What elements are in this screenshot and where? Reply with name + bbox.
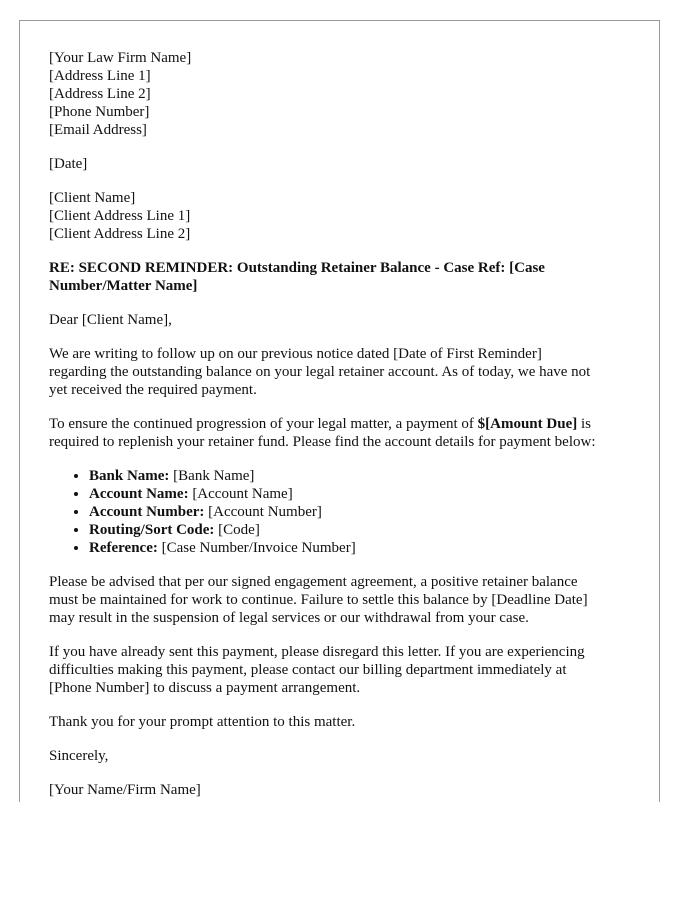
signature-text: [Your Name/Firm Name] — [49, 782, 201, 798]
sender-block — [49, 49, 649, 139]
date-block — [49, 155, 649, 173]
subject-line — [49, 259, 649, 295]
paragraph-follow-up — [49, 345, 649, 399]
paragraph-2-line-1-after: is — [577, 416, 591, 432]
bank-name-value: [Bank Name] — [169, 468, 255, 484]
paragraph-3-line-1: Please be advised that per our signed engagement agreement, a positive retainer balance — [49, 574, 578, 590]
sender-address-line-2: [Address Line 2] — [49, 86, 151, 102]
paragraph-4-line-3: [Phone Number] to discuss a payment arrangement. — [49, 680, 361, 696]
paragraph-5-text: Thank you for your prompt attention to this matter. — [49, 714, 356, 730]
sender-address-line-1: [Address Line 1] — [49, 68, 151, 84]
routing-code-label: Routing/Sort Code: — [89, 522, 215, 538]
paragraph-1-line-1: We are writing to follow up on our previous notice dated [Date of First Reminder] — [49, 346, 542, 362]
sender-email: [Email Address] — [49, 122, 147, 138]
sender-phone: [Phone Number] — [49, 104, 150, 120]
subject-line-1: RE: SECOND REMINDER: Outstanding Retainer Balance - Case Ref: [Case — [49, 260, 545, 276]
signature — [49, 781, 649, 799]
paragraph-4-line-1: If you have already sent this payment, please disregard this letter. If you are experiencing — [49, 644, 585, 660]
closing — [49, 747, 649, 765]
payment-detail-account-name — [89, 485, 649, 503]
letter-page — [19, 20, 660, 802]
account-number-value: [Account Number] — [204, 504, 322, 520]
payment-detail-bank-name — [89, 467, 649, 485]
account-name-label: Account Name: — [89, 486, 189, 502]
closing-text: Sincerely, — [49, 748, 109, 764]
recipient-name: [Client Name] — [49, 190, 136, 206]
reference-value: [Case Number/Invoice Number] — [157, 540, 356, 556]
payment-detail-routing-code — [89, 521, 649, 539]
salutation — [49, 311, 649, 329]
bank-name-label: Bank Name: — [89, 468, 170, 484]
recipient-block — [49, 189, 649, 243]
paragraph-thanks — [49, 713, 649, 731]
paragraph-payment-request — [49, 415, 649, 451]
account-name-value: [Account Name] — [188, 486, 293, 502]
payment-detail-account-number — [89, 503, 649, 521]
paragraph-3-line-3: may result in the suspension of legal services or our withdrawal from your case. — [49, 610, 529, 626]
account-number-label: Account Number: — [89, 504, 205, 520]
letter-date: [Date] — [49, 156, 88, 172]
routing-code-value: [Code] — [214, 522, 260, 538]
subject-line-2: Number/Matter Name] — [49, 278, 198, 294]
recipient-address-line-2: [Client Address Line 2] — [49, 226, 191, 242]
paragraph-contact — [49, 643, 649, 697]
payment-details-list — [49, 467, 649, 557]
paragraph-4-line-2: difficulties making this payment, please contact our billing department immediately at — [49, 662, 567, 678]
reference-label: Reference: — [89, 540, 158, 556]
recipient-address-line-1: [Client Address Line 1] — [49, 208, 191, 224]
paragraph-2-line-1 — [49, 415, 649, 433]
paragraph-1-line-2: regarding the outstanding balance on your legal retainer account. As of today, we have not — [49, 364, 591, 380]
sender-firm-name: [Your Law Firm Name] — [49, 50, 192, 66]
amount-due: $[Amount Due] — [477, 416, 578, 432]
paragraph-2-line-1-before: To ensure the continued progression of your legal matter, a payment of — [49, 416, 478, 432]
paragraph-3-line-2: must be maintained for work to continue. Failure to settle this balance by [Deadline Date] — [49, 592, 588, 608]
payment-detail-reference — [89, 539, 649, 557]
letter-body — [49, 49, 649, 815]
paragraph-1-line-3: yet received the required payment. — [49, 382, 257, 398]
paragraph-advisory — [49, 573, 649, 627]
salutation-text: Dear [Client Name], — [49, 312, 172, 328]
paragraph-2-line-2: required to replenish your retainer fund. Please find the account details for payment below: — [49, 434, 596, 450]
